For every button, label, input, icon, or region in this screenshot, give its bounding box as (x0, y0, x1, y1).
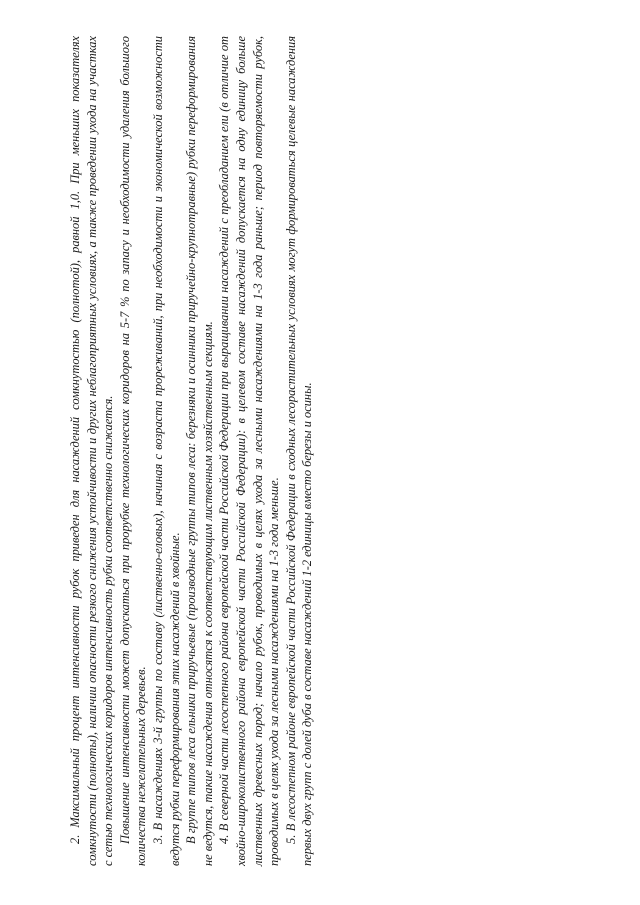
paragraph-note-5: 5. В лесостепном районе европейской части Российской Федерации в сходных лесорастительных условиях могут формироваться целевые насаждения первых двух групп с долей дуба в составе насаждений 1-2 единицы вместо березы и осины. (283, 36, 315, 866)
paragraph-spruce-stream: В группе типов леса ельники приручьевые (производные группы типов леса: березняки и осинники приручейно-крупнотравные) рубки переформирования не ведутся, такие насаждения относятся к соответствующим лиственным хозяйственным секциям. (184, 36, 215, 866)
rotated-text-block (67, 36, 393, 866)
paragraph-note-3: 3. В насаждениях 3-й группы по составу (лиственно-еловых), начиная с возраста прореживаний, при необходимости и экономической возможности ведутся рубки переформирования этих насаждений в хвойные. (150, 36, 182, 866)
paragraph-note-2: 2. Максимальный процент интенсивности рубок приведен для насаждений сомкнутостью (полнотой), равной 1,0. При меньших показателях сомкнутости (полноты), наличии опасности резкого снижения устойчивости и других неблагоприятных условиях, а также проведении ухода на участках с сетью технологических коридоров интенсивность рубки соответственно снижается. (68, 36, 116, 866)
paragraph-intensity-increase: Повышение интенсивности может допускаться при прорубке технологических коридоров на 5-7 % по запасу и необходимости удаления большого количества нежелательных деревьев. (117, 36, 149, 866)
paragraph-note-4: 4. В северной части лесостепного района европейской части Российской Федерации при выращивании насаждений с преобладанием ели (в отличие от хвойно-широколиственного района европейской части Российской Федерации): в целевом составе насаждений допускается на одну единицу больше лиственных древесных пород; начало рубок, проводимых в целях ухода за лесными насаждениями на 1-3 года раньше; период повторяемости рубок, проводимых в целях ухода за лесными насаждениями на 1-3 года меньше. (217, 36, 282, 866)
